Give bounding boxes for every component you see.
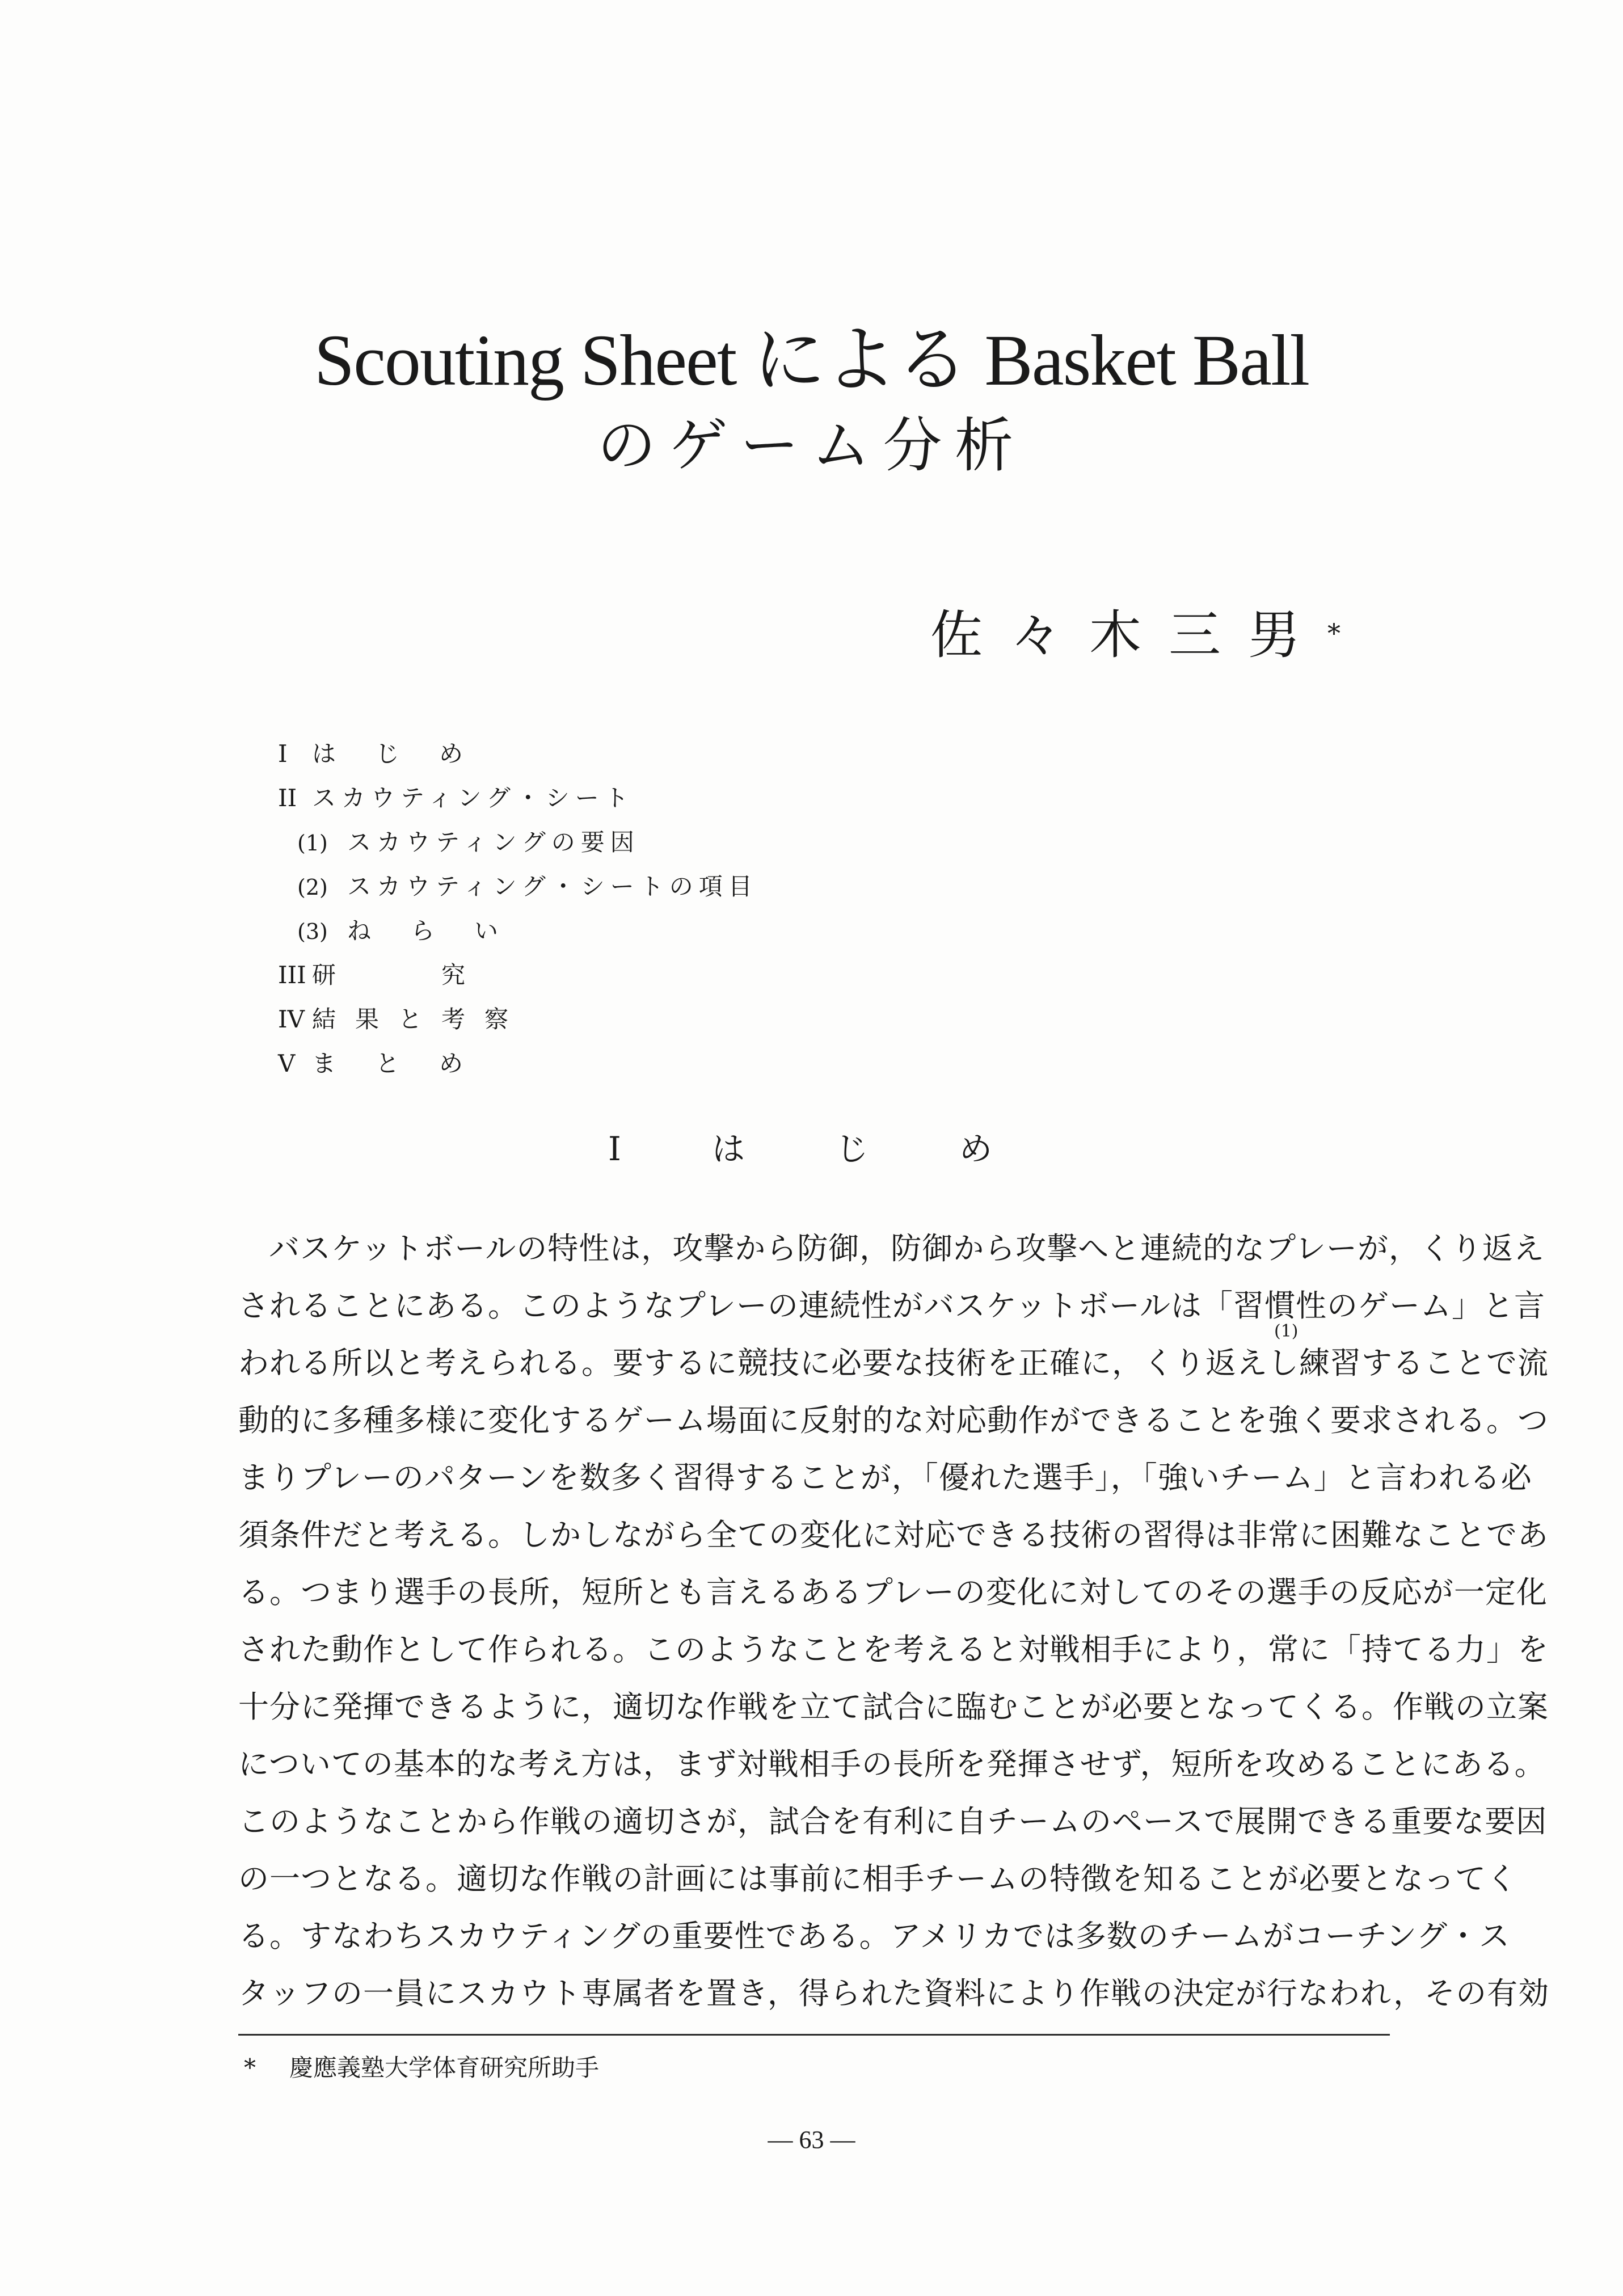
body-line: されることにある。このようなプレーの連続性がバスケットボールは「習慣性のゲーム」と言 <box>238 1288 1546 1324</box>
footnote-text: 慶應義塾大学体育研究所助手 <box>289 2054 600 2082</box>
toc-item <box>278 732 758 776</box>
toc-subitem <box>278 820 758 865</box>
title-line-1: Scouting Sheet による Basket Ball <box>314 320 1309 401</box>
body-line: このようなことから作戦の適切さが，試合を有利に自チームのペースで展開できる重要な要因 <box>238 1804 1548 1839</box>
author-name: 佐々木三男 <box>930 605 1328 665</box>
toc-label: スカウティング・シート <box>312 784 634 812</box>
table-of-contents <box>278 732 758 1086</box>
reference-mark: (1) <box>1274 1321 1299 1341</box>
body-line: 十分に発揮できるように，適切な作戦を立て試合に臨むことが必要となってくる。作戦の立案 <box>238 1689 1549 1725</box>
toc-item <box>278 1042 758 1086</box>
body-line: の一つとなる。適切な作戦の計画には事前に相手チームの特徴を知ることが必要となってく <box>238 1861 1517 1897</box>
toc-item <box>278 953 758 997</box>
toc-subitem <box>278 865 758 909</box>
body-line: まりプレーのパターンを数多く習得することが，「優れた選手」，「強いチーム」と言われる必 <box>238 1460 1532 1495</box>
toc-subitem <box>278 909 758 953</box>
toc-label: スカウティングの要因 <box>347 828 640 856</box>
toc-number: I <box>278 740 288 768</box>
body-paragraph <box>238 1220 1550 2022</box>
footnote-divider <box>238 2034 1390 2036</box>
body-line: についての基本的な考え方は，まず対戦相手の長所を発揮させず，短所を攻めることにある。 <box>238 1746 1546 1782</box>
body-line: る。すなわちスカウティングの重要性である。アメリカでは多数のチームがコーチング・ス <box>238 1918 1511 1954</box>
body-line: 須条件だと考える。しかしながら全ての変化に対応できる技術の習得は非常に困難なことであ <box>238 1517 1549 1553</box>
toc-label: 研 究 <box>312 961 485 989</box>
body-line: された動作として作られる。このようなことを考えると対戦相手により，常に「持てる力」を <box>238 1632 1549 1667</box>
page-number: — 63 — <box>768 2126 855 2154</box>
toc-label: ねらい <box>347 917 538 945</box>
toc-item <box>278 997 758 1042</box>
toc-subnumber: (2) <box>297 875 328 900</box>
body-line: バスケットボールの特性は，攻撃から防御，防御から攻撃へと連続的なプレーが，くり返え <box>269 1231 1545 1266</box>
toc-label: はじめ <box>312 740 503 768</box>
toc-subnumber: (1) <box>297 831 328 856</box>
toc-subnumber: (3) <box>297 919 328 944</box>
toc-number: V <box>278 1050 296 1077</box>
toc-item <box>278 776 758 820</box>
toc-number: IV <box>278 1005 305 1033</box>
toc-label: スカウティング・シートの項目 <box>347 873 758 900</box>
toc-label: まとめ <box>312 1050 503 1077</box>
body-line: われる所以と考えられる。要するに競技に必要な技術を正確に，くり返えし練習することで流 <box>238 1345 1549 1381</box>
footnote-mark: * <box>244 2054 256 2082</box>
title-line-2: のゲーム分析 <box>597 411 1026 480</box>
author-footnote-mark: * <box>1327 618 1341 648</box>
body-line: る。つまり選手の長所，短所とも言えるあるプレーの変化に対してのその選手の反応が一定化 <box>238 1574 1548 1610</box>
author <box>930 601 1340 669</box>
toc-number: II <box>278 784 297 812</box>
section-heading: Iはじめ <box>608 1130 1083 1168</box>
body-line: タッフの一員にスカウト専属者を置き，得られた資料により作戦の決定が行なわれ，その有効 <box>238 1975 1550 2011</box>
toc-label: 結果と考察 <box>312 1005 528 1033</box>
footnote <box>244 2051 599 2085</box>
body-line: 動的に多種多様に変化するゲーム場面に反射的な対応動作ができることを強く要求される。つ <box>238 1402 1549 1438</box>
toc-number: III <box>278 961 306 989</box>
